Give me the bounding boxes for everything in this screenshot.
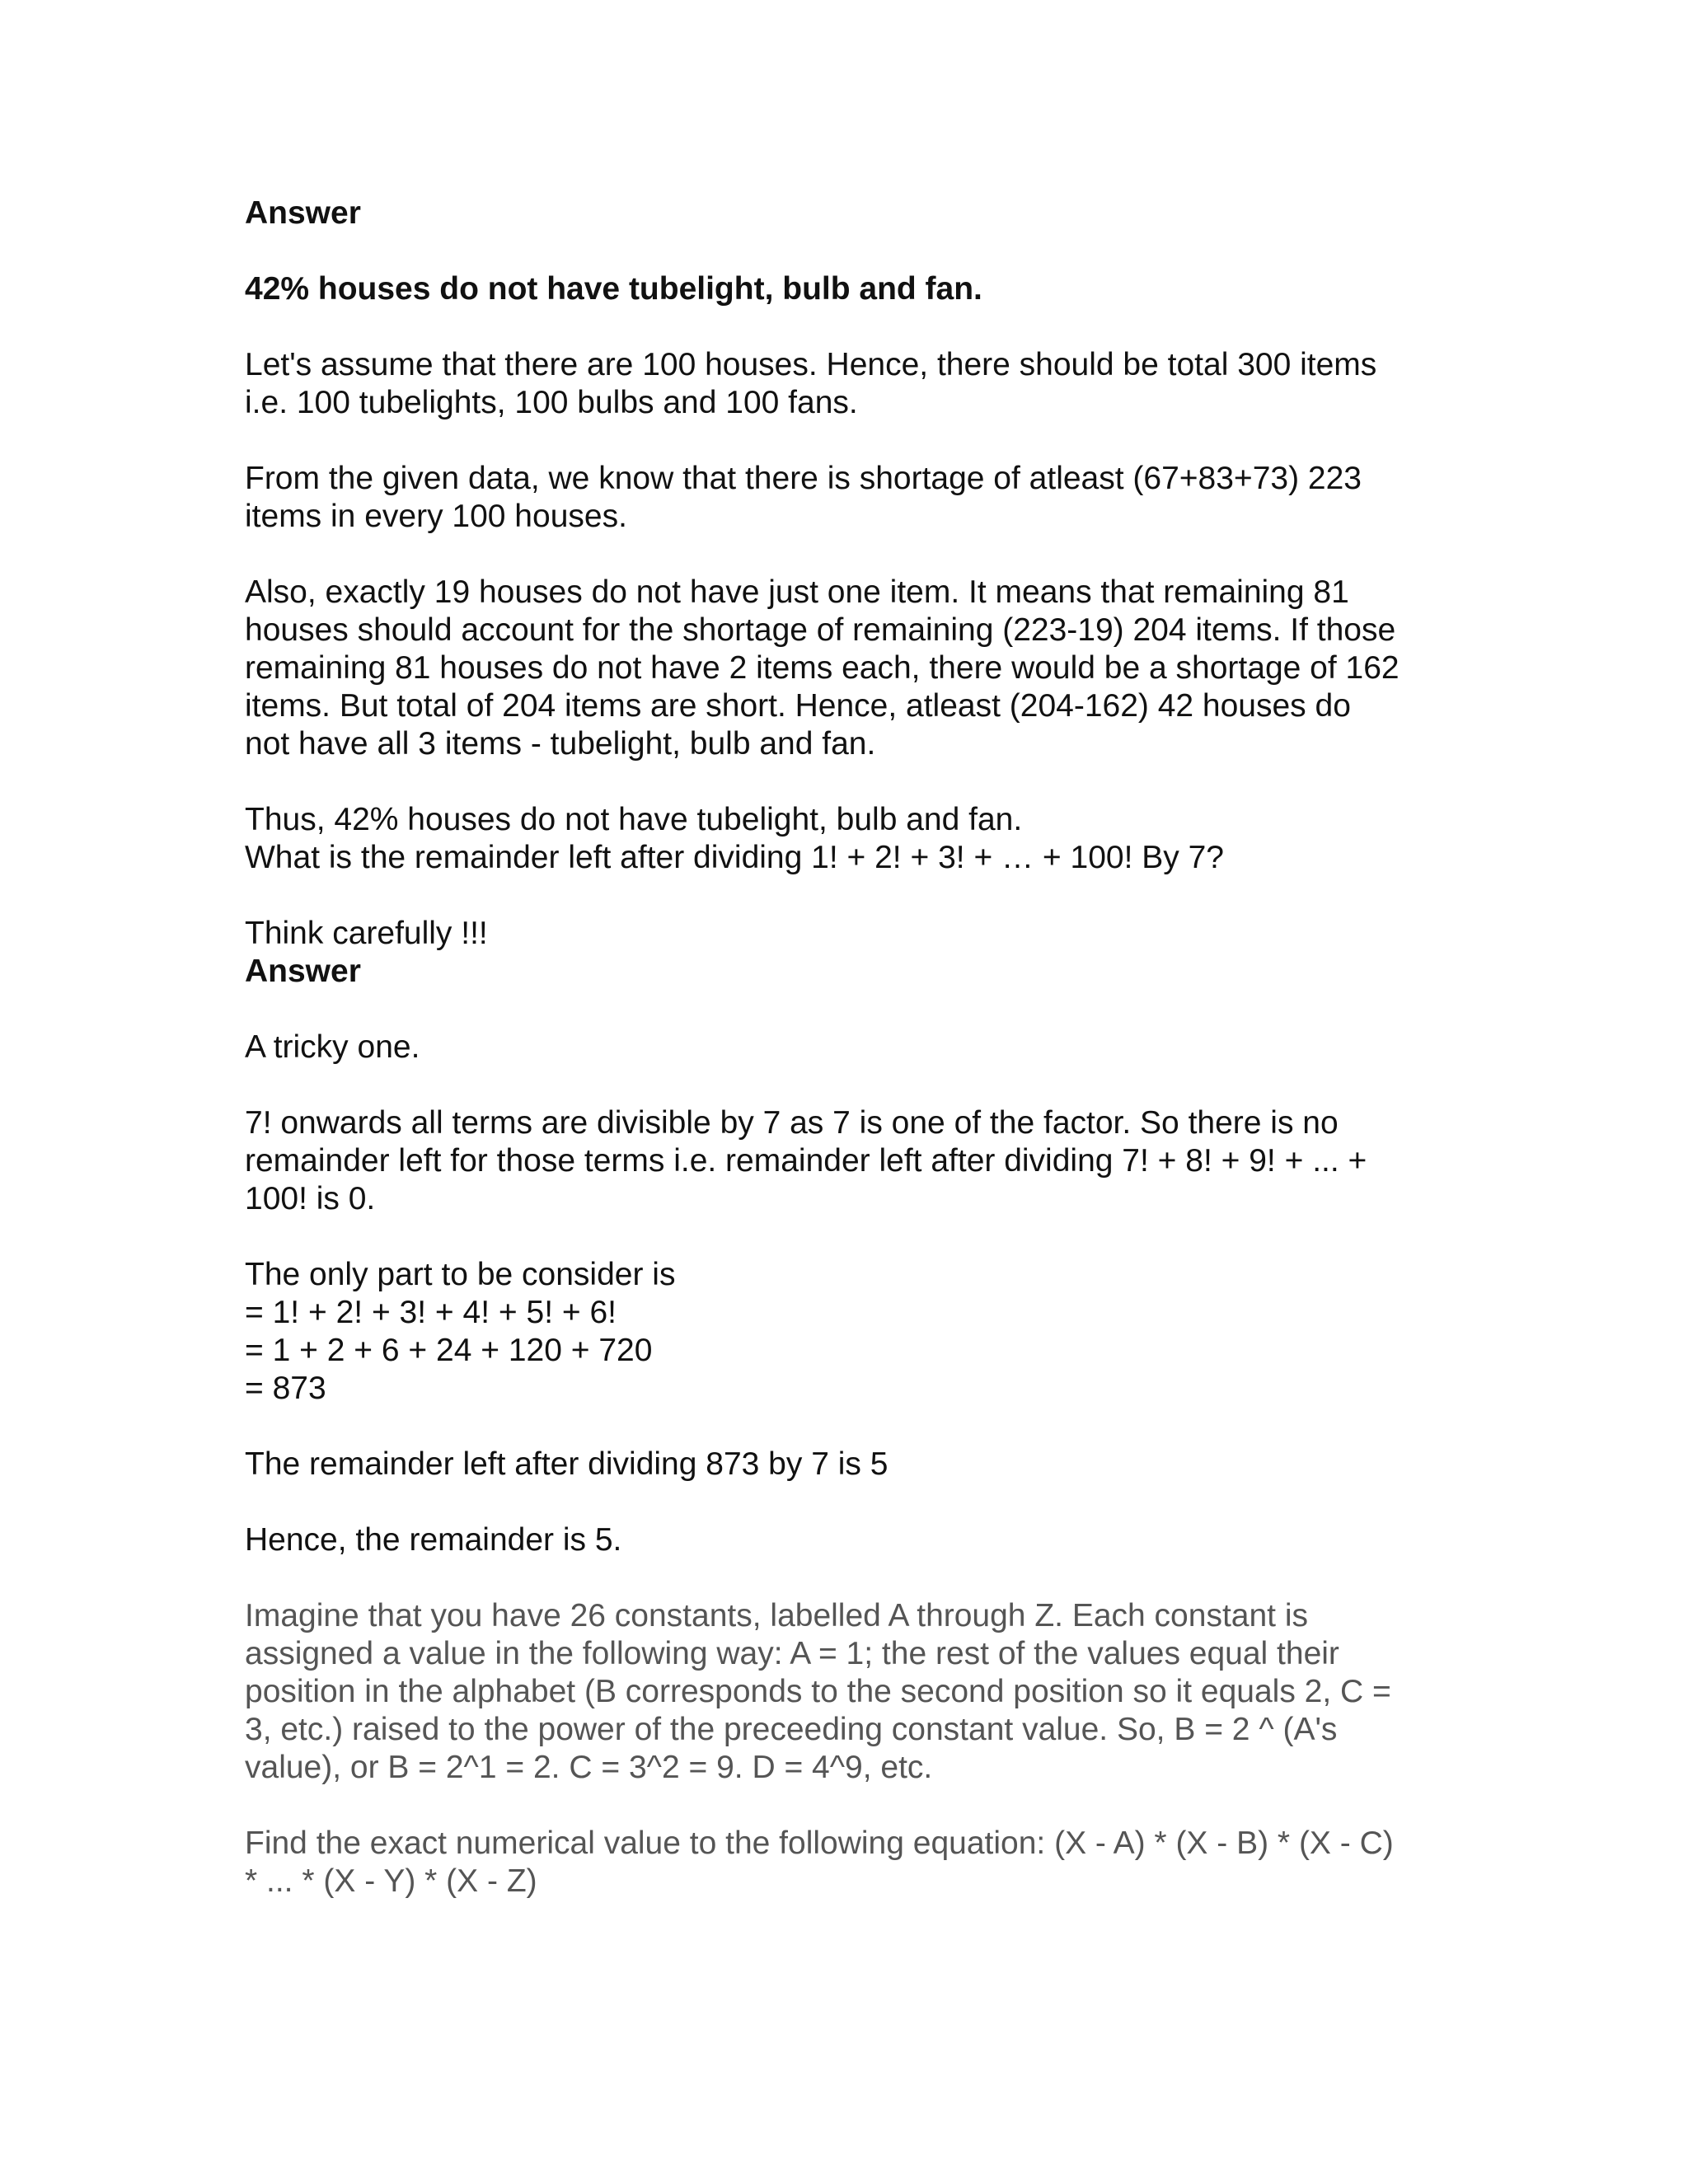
paragraph-reasoning — [245, 574, 1448, 763]
paragraph-given-data — [245, 460, 1448, 536]
text-line: remainder left for those terms i.e. remainder left after dividing 7! + 8! + 9! + ... + — [245, 1143, 1367, 1179]
text-line: 3, etc.) raised to the power of the preceeding constant value. So, B = 2 ^ (A's — [245, 1712, 1338, 1747]
calculation-block — [245, 1256, 1448, 1408]
text-line: Also, exactly 19 houses do not have just one item. It means that remaining 81 — [245, 574, 1349, 610]
text-line: 100! is 0. — [245, 1181, 376, 1216]
text-line: value), or B = 2^1 = 2. C = 3^2 = 9. D = 4^9, etc. — [245, 1750, 933, 1785]
text-line: = 1 + 2 + 6 + 24 + 120 + 720 — [245, 1333, 653, 1368]
text-line: position in the alphabet (B corresponds to the second position so it equals 2, C = — [245, 1674, 1391, 1709]
text-line: 7! onwards all terms are divisible by 7 as 7 is one of the factor. So there is no — [245, 1105, 1339, 1141]
question-line: What is the remainder left after dividing 1! + 2! + 3! + … + 100! By 7? — [245, 840, 1224, 875]
answer-heading: Answer — [245, 195, 361, 231]
document-page — [245, 194, 1448, 1900]
intro-line: A tricky one. — [245, 1029, 420, 1065]
text-line: = 873 — [245, 1371, 326, 1406]
conclusion-line: Thus, 42% houses do not have tubelight, bulb and fan. — [245, 802, 1023, 837]
text-line: i.e. 100 tubelights, 100 bulbs and 100 fans. — [245, 385, 858, 420]
text-line: = 1! + 2! + 3! + 4! + 5! + 6! — [245, 1295, 617, 1330]
text-line: From the given data, we know that there is shortage of atleast (67+83+73) 223 — [245, 461, 1362, 496]
text-line: Find the exact numerical value to the following equation: (X - A) * (X - B) * (X - C) — [245, 1825, 1394, 1861]
text-line: The only part to be consider is — [245, 1257, 676, 1292]
paragraph-assumption — [245, 346, 1448, 422]
text-line: Let's assume that there are 100 houses. Hence, there should be total 300 items — [245, 347, 1377, 382]
text-line: assigned a value in the following way: A = 1; the rest of the values equal their — [245, 1636, 1339, 1671]
text-line: not have all 3 items - tubelight, bulb and fan. — [245, 726, 876, 762]
answer-heading: Answer — [245, 954, 361, 989]
text-line: remaining 81 houses do not have 2 items each, there would be a shortage of 162 — [245, 650, 1400, 686]
text-line: items. But total of 204 items are short. Hence, atleast (204-162) 42 houses do — [245, 688, 1351, 724]
text-line: items in every 100 houses. — [245, 499, 627, 534]
conclusion-line: Hence, the remainder is 5. — [245, 1522, 622, 1558]
hint-line: Think carefully !!! — [245, 916, 488, 951]
paragraph-equation — [245, 1825, 1448, 1900]
text-line: houses should account for the shortage of remaining (223-19) 204 items. If those — [245, 612, 1396, 648]
answer-statement: 42% houses do not have tubelight, bulb and fan. — [245, 271, 982, 307]
text-line: * ... * (X - Y) * (X - Z) — [245, 1863, 537, 1899]
paragraph-constants — [245, 1597, 1448, 1787]
paragraph-divisibility — [245, 1104, 1448, 1218]
text-line: Imagine that you have 26 constants, labelled A through Z. Each constant is — [245, 1598, 1308, 1633]
remainder-line: The remainder left after dividing 873 by 7 is 5 — [245, 1446, 889, 1482]
